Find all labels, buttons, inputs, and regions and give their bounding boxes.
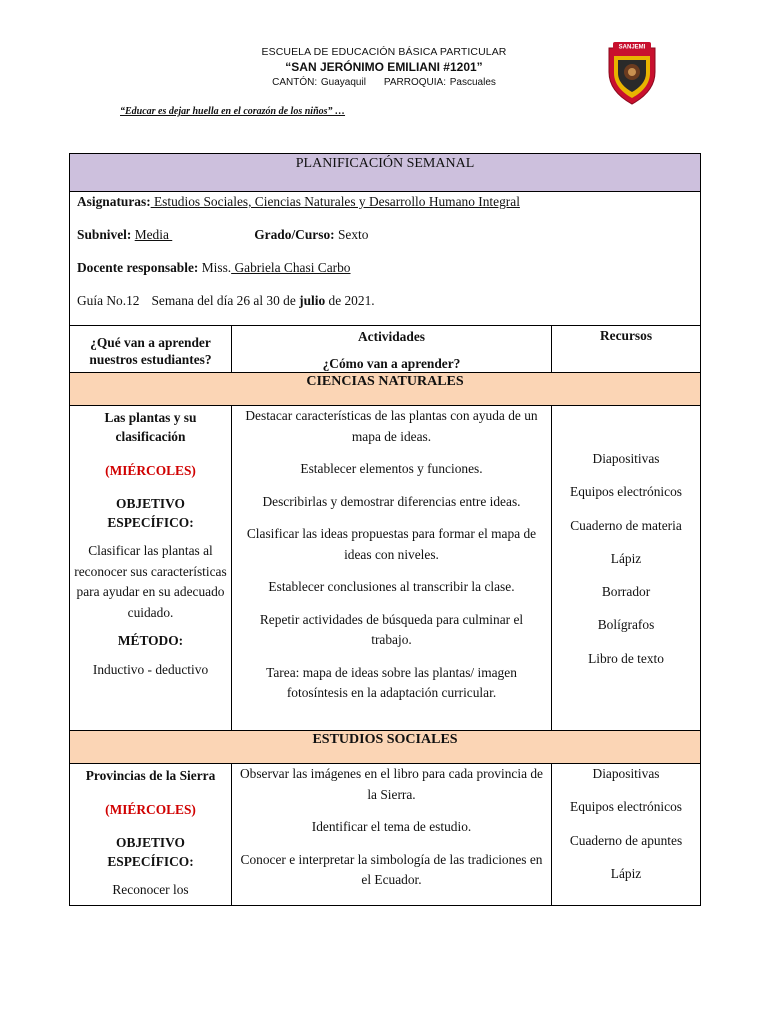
section-content-sociales [70,764,701,906]
day-label: (MIÉRCOLES) [105,802,196,817]
resource-item: Equipos electrónicos [570,484,682,500]
school-motto: “Educar es dejar huella en el corazón de los niños” … [120,106,346,117]
parroquia: PARROQUIA: Pascuales [383,77,496,88]
section-content-ciencias [70,406,701,731]
weekly-plan-table [69,153,701,906]
activity-item: Identificar el tema de estudio. [311,819,472,834]
resource-item: Cuaderno de apuntes [569,832,683,848]
asignaturas-line: Asignaturas: Estudios Sociales, Ciencias Naturales y Desarrollo Humano Integral [77,194,520,209]
plan-info-row [70,192,701,326]
docente-line: Docente responsable: Miss. Gabriela Chasi Carbo [77,260,351,275]
resource-item: Bolígrafos [597,617,655,633]
column-header-row [70,326,701,373]
objective-label: OBJETIVO ESPECÍFICO: [107,496,194,530]
activities-cell [232,406,552,731]
school-crest-logo [605,42,659,106]
resources-cell [552,406,701,731]
objective-text: Reconocer los [112,882,189,897]
logo-text: SANJEMI [618,44,646,51]
method-value: Inductivo - deductivo [92,662,209,677]
activity-item: Tarea: mapa de ideas sobre las plantas/ imagen fotosíntesis en la adaptación curricular. [266,664,517,700]
objective-text: Clasificar las plantas al reconocer sus características para ayudar en su adecuado cuidado. [74,543,227,620]
subnivel-line: Subnivel: Media Grado/Curso: Sexto [77,227,369,242]
section-header-ciencias: CIENCIAS NATURALES [70,373,701,406]
school-type: ESCUELA DE EDUCACIÓN BÁSICA PARTICULAR [261,46,507,58]
resource-item: Diapositivas [592,451,660,466]
activities-cell [232,764,552,906]
plan-info [70,192,701,326]
plan-title: PLANIFICACIÓN SEMANAL [70,154,701,192]
guia-line: Guía No.12 Semana del día 26 al 30 de julio de 2021. [77,293,375,308]
method-label: MÉTODO: [117,633,184,648]
col-resources-header: Recursos [552,326,701,373]
col-what-header: ¿Qué van a aprender nuestros estudiantes? [70,326,232,373]
school-name: “SAN JERÓNIMO EMILIANI #1201” [285,60,483,74]
activity-item: Establecer elementos y funciones. [300,461,483,476]
activity-item: Repetir actividades de búsqueda para culminar el trabajo. [259,611,524,647]
activity-item: Clasificar las ideas propuestas para formar el mapa de ideas con niveles. [246,526,537,562]
activity-item: Destacar características de las plantas con ayuda de un mapa de ideas. [245,408,538,444]
learning-cell [70,764,232,906]
resource-item: Borrador [601,584,651,600]
day-label: (MIÉRCOLES) [105,463,196,478]
learning-cell [70,406,232,731]
topic-title: Provincias de la Sierra [85,768,216,783]
topic-title: Las plantas y su clasificación [104,410,197,444]
resource-item: Lápiz [610,865,642,881]
resource-item: Libro de texto [588,650,664,666]
resource-item: Lápiz [610,550,642,566]
activity-item: Observar las imágenes en el libro para cada provincia de la Sierra. [239,766,543,802]
plan-title-row [70,154,701,192]
canton: CANTÓN: Guayaquil [272,77,366,88]
objective-label: OBJETIVO ESPECÍFICO: [107,835,194,869]
resource-item: Diapositivas [592,766,660,781]
section-header-sociales: ESTUDIOS SOCIALES [70,731,701,764]
resources-cell [552,764,701,906]
col-activities-header: Actividades ¿Cómo van a aprender? [232,326,552,373]
activity-item: Describirlas y demostrar diferencias entre ideas. [262,493,521,509]
resource-item: Cuaderno de materia [570,517,682,533]
activity-item: Conocer e interpretar la simbología de las tradiciones en el Ecuador. [240,851,543,887]
activity-item: Establecer conclusiones al transcribir la clase. [268,579,515,594]
resource-item: Equipos electrónicos [570,799,682,815]
